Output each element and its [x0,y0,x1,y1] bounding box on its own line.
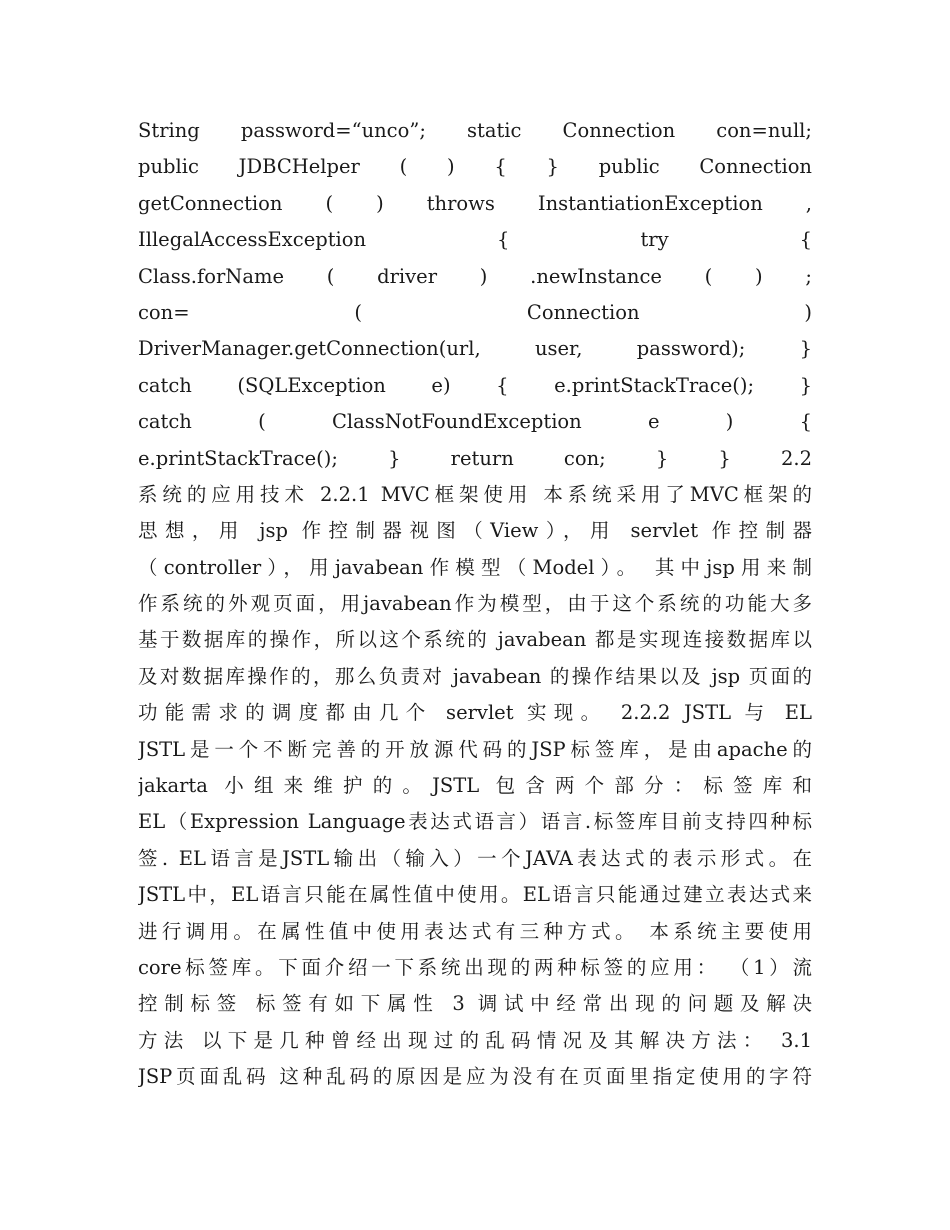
text-line: JSP页面乱码 这种乱码的原因是应为没有在页面里指定使用的字符 [138,1065,812,1089]
text-line: getConnection ( ) throws InstantiationException , [138,191,812,215]
text-line: 思想，用 jsp 作控制器视图（View），用 servlet 作控制器 [138,519,812,543]
text-line: con= ( Connection ) [138,300,812,324]
text-line: catch ( ClassNotFoundException e ) { [138,410,812,434]
text-line: DriverManager.getConnection(url, user, password); } [138,337,812,361]
text-line: 作系统的外观页面，用javabean作为模型，由于这个系统的功能大多 [138,592,812,616]
text-line: JSTL中，EL语言只能在属性值中使用。EL语言只能通过建立表达式来 [138,883,812,907]
text-line: （controller），用javabean作模型（Model）。 其中jsp用来制 [138,555,812,579]
text-line: 方法 以下是几种曾经出现过的乱码情况及其解决方法： 3.1 [138,1028,812,1052]
text-line: 功能需求的调度都由几个 servlet 实现。 2.2.2 JSTL 与 EL [138,701,812,725]
text-line: 基于数据库的操作，所以这个系统的 javabean 都是实现连接数据库以 [138,628,812,652]
text-line: core标签库。下面介绍一下系统出现的两种标签的应用： （1）流 [138,955,812,979]
text-line: public JDBCHelper ( ) { } public Connection [138,155,812,179]
text-line: JSTL是一个不断完善的开放源代码的JSP标签库，是由apache的 [138,737,812,761]
text-line: 控制标签 标签有如下属性 3 调试中经常出现的问题及解决 [138,992,812,1016]
text-line: 及对数据库操作的，那么负责对 javabean 的操作结果以及 jsp 页面的 [138,664,812,688]
text-line: IllegalAccessException { try { [138,228,812,252]
text-line: catch (SQLException e) { e.printStackTrace(); } [138,373,812,397]
text-line: 签. EL语言是JSTL输出（输入）一个JAVA表达式的表示形式。在 [138,846,812,870]
text-line: 进行调用。在属性值中使用表达式有三种方式。 本系统主要使用 [138,919,812,943]
text-line: Class.forName ( driver ) .newInstance ( ) ; [138,264,812,288]
body-text [138,113,812,1096]
text-line: String password=“unco”; static Connection con=null; [138,119,812,142]
text-line: e.printStackTrace(); } return con; } } 2.2 [138,446,812,470]
text-line: jakarta 小组来维护的。JSTL 包含两个部分：标签库和 [138,774,812,798]
text-line: EL（Expression Language表达式语言）语言.标签库目前支持四种标 [138,810,812,834]
text-line: 系统的应用技术 2.2.1 MVC框架使用 本系统采用了MVC框架的 [138,482,812,506]
